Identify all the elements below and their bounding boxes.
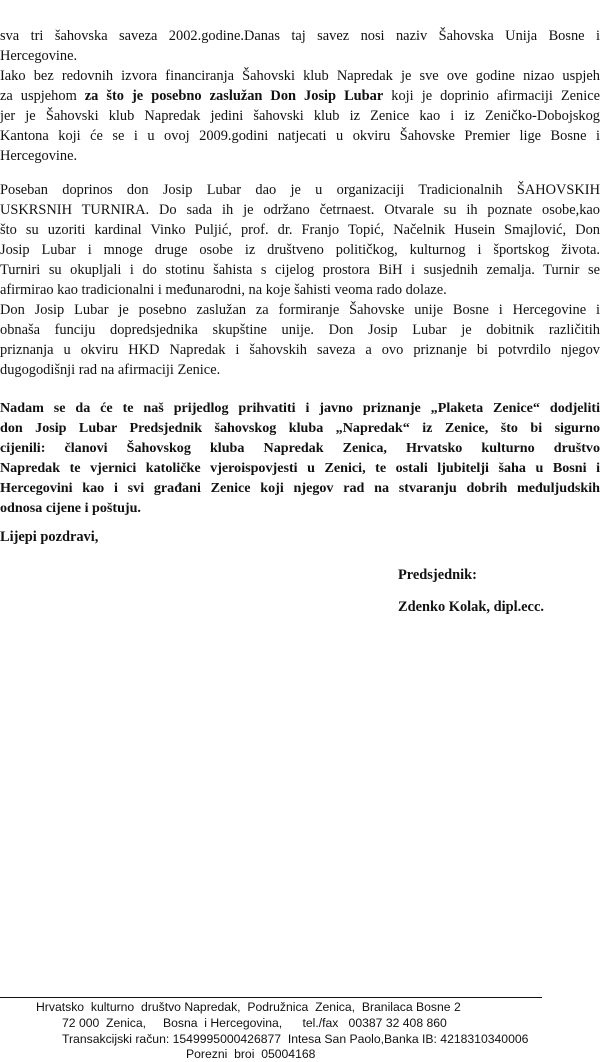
text-line: Kantona koji će se i u ovoj 2009.godini natjecati u okviru Šahovske Premier lige Bosne i [0,128,600,144]
text-line: Hercegovine. [0,148,78,164]
text-line: Poseban doprinos don Josip Lubar dao je u organizaciji Tradicionalnih ŠAHOVSKIH [0,182,600,198]
text-line: afirmirao kao tradicionalni i međunarodni, na koje šahisti veoma rado dolaze. [0,282,447,298]
footer-line: Hrvatsko kulturno društvo Napredak, Podružnica Zenica, Branilaca Bosne 2 [36,1000,461,1014]
text-line: Turniri su okupljali i do stotinu šahista s cijelog prostora BiH i susjednih zemalja. Turnir se [0,262,600,278]
closing-greeting: Lijepi pozdravi, [0,529,99,545]
text-line: sva tri šahovska saveza 2002.godine.Danas taj savez nosi naziv Šahovska Unija Bosne i [0,28,600,44]
text-line: odnosa cijene i poštuju. [0,500,141,516]
text-line: USKRSNIH TURNIRA. Do sada ih je održano četrnaest. Otvarale su ih poznate osobe,kao [0,202,600,218]
text-line: Don Josip Lubar je posebno zaslužan za formiranje Šahovske unije Bosne i Hercegovine i [0,302,600,318]
signature-title: Predsjednik: [398,567,477,583]
text-line: priznanja u okviru HKD Napredak i šahovskih saveza a ovo priznanje bi potvrdilo njegov [0,342,600,358]
footer-line: 72 000 Zenica, Bosna i Hercegovina, tel./fax 00387 32 408 860 [62,1016,447,1030]
text-line [0,86,600,106]
text-line: jer je Šahovski klub Napredak jedini šahovski klub iz Zenice kao i iz Zeničko-Dobojskog [0,108,600,124]
text-line: Nadam se da će te naš prijedlog prihvatiti i javno priznanje „Plaketa Zenice“ dodjeliti [0,400,600,416]
text-line: obnaša funciju dopredsjednika skupštine unije. Don Josip Lubar je dobitnik različitih [0,322,600,338]
footer-divider [0,997,542,998]
bold-text-run: za što je posebno zaslužan Don Josip Lubar [84,88,384,104]
text-run: za uspjehom [0,88,85,104]
text-line: Hercegovine. [0,48,78,64]
footer-line: Porezni broi 05004168 [186,1047,316,1061]
text-line: cijenili: članovi Šahovskog kluba Napredak Zenica, Hrvatsko kulturno društvo [0,440,600,456]
footer-line: Transakcijski račun: 1549995000426877 Intesa San Paolo,Banka IB: 4218310340006 [62,1032,529,1046]
text-line: dugogodišnji rad na afirmaciji Zenice. [0,362,221,378]
text-line: Hercegovini kao i svi građani Zenice koji njegov rad na stvaranju dobrih međuljudskih [0,480,600,496]
text-line: don Josip Lubar Predsjednik šahovskog kluba „Napredak“ iz Zenice, što bi sigurno [0,420,600,436]
signature-name: Zdenko Kolak, dipl.ecc. [398,599,544,615]
text-run: koji je doprinio afirmaciji Zenice [383,88,600,104]
text-line: Josip Lubar i mnoge druge osobe iz društveno političkog, kulturnog i športskog života. [0,242,600,258]
text-line: što su uzoriti kardinal Vinko Puljić, prof. dr. Franjo Topić, Načelnik Husein Smajlović, Don [0,222,600,238]
text-line: Iako bez redovnih izvora financiranja Šahovski klub Napredak je sve ove godine nizao uspjeh [0,68,600,84]
text-line: Napredak te vjernici katoličke vjeroispovjesti u Zenici, te ostali ljubitelji šaha u Bosni i [0,460,600,476]
